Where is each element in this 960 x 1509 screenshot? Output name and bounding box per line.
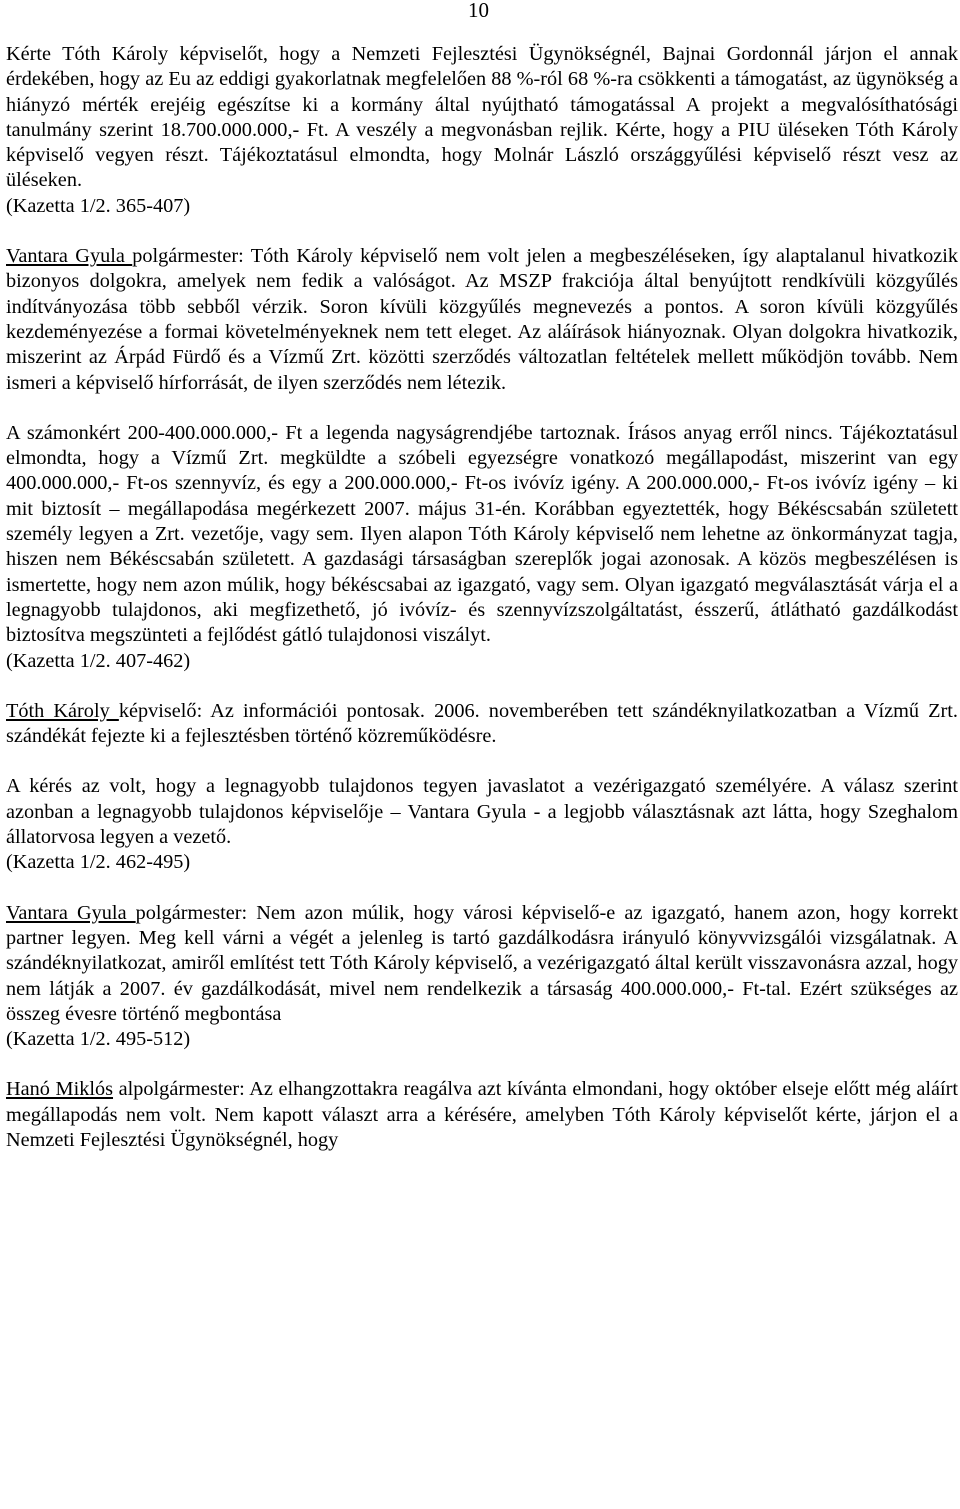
document-body <box>6 42 958 1153</box>
paragraph-text: Kérte Tóth Károly képviselőt, hogy a Nemzeti Fejlesztési Ügynökségnél, Bajnai Gordonnál járjon el annak érdekében, hogy az Eu az eddigi gyakorlatnak megfelelően 88 %-ról 68 %-ra csökkenti a támogatást, az ügynökség a hiányzó mérték erejéig egészítse ki a kormány által nyújtható támogatással A projekt a megvalósíthatósági tanulmány szerint 18.700.000.000,- Ft. A veszély a megvonásban rejlik. Kérte, hogy a PIU üléseken Tóth Károly képviselő vegyen részt. Tájékoztatásul elmondta, hogy Molnár László országgyűlési képviselő részt vesz az üléseken. <box>6 43 958 192</box>
paragraph-text: polgármester: Tóth Károly képviselő nem volt jelen a megbeszéléseken, így alaptalanul hivatkozik bizonyos dolgokra, amelyek nem fedik a valóságot. Az MSZP frakciója által benyújtott rendkívüli közgyűlés indítványozása több sebből vérzik. Soron kívüli közgyűlés megnevezés a pontos. A soron kívüli közgyűlés kezdeményezése a formai követelményeknek nem tett eleget. Az aláírások hiányoznak. Olyan dolgokra hivatkozik, miszerint az Árpád Fürdő és a Vízmű Zrt. közötti szerződés változatlan feltételek mellett működjön tovább. Nem ismeri a képviselő hírforrását, de ilyen szerződés nem létezik. <box>6 245 958 394</box>
paragraph-3 <box>6 421 958 674</box>
paragraph-text: A kérés az volt, hogy a legnagyobb tulajdonos tegyen javaslatot a vezérigazgató személyére. A válasz szerint azonban a legnagyobb tulajdonos képviselője – Vantara Gyula - a legjobb választásnak azt látta, hogy Szeghalom állatorvosa legyen a vezető. <box>6 775 958 849</box>
paragraph-6 <box>6 901 958 1053</box>
speaker-name: Vantara Gyula <box>6 245 133 268</box>
paragraph-text: A számonkért 200-400.000.000,- Ft a legenda nagyságrendjébe tartoznak. Írásos anyag erről nincs. Tájékoztatásul elmondta, hogy a Vízmű Zrt. megküldte a szóbeli egyezségre vonatkozó megállapodást, miszerint van egy 400.000.000,- Ft-os szennyvíz, és egy a 200.000.000,- Ft-os ivóvíz igény. A 200.000.000,- Ft-os ivóvíz igény – ki mit biztosít – megállapodása megérkezett 2007. május 31-én. Korábban egyeztették, hogy Békéscsabán született személy legyen a Zrt. vezetője, vagy sem. Ilyen alapon Tóth Károly képviselő nem lehetne az önkormányzat tagja, hiszen nem Békéscsabán született. A gazdasági társaságban szereplők jogai azonosak. A közös megbeszélésen is ismertette, hogy nem azon múlik, hogy békéscsabai az igazgató, vagy sem. Olyan igazgató megválasztását várja el a legnagyobb tulajdonos, aki megfizethető, jó ivóvíz- és szennyvízszolgáltatást, ésszerű, átlátható gazdálkodást biztosítva megszünteti a fejlődést gátló tulajdonosi viszályt. <box>6 421 958 647</box>
paragraph-7 <box>6 1077 958 1153</box>
cassette-reference: (Kazetta 1/2. 462-495) <box>6 851 191 874</box>
speaker-name: Hanó Miklós <box>6 1078 114 1101</box>
cassette-reference: (Kazetta 1/2. 495-512) <box>6 1028 191 1051</box>
cassette-reference: (Kazetta 1/2. 365-407) <box>6 194 191 217</box>
paragraph-5 <box>6 774 958 875</box>
speaker-name: Vantara Gyula <box>6 901 136 924</box>
page-number: 10 <box>468 0 489 22</box>
paragraph-4 <box>6 699 958 750</box>
paragraph-1 <box>6 42 958 219</box>
speaker-name: Tóth Károly <box>6 699 119 722</box>
paragraph-text: képviselő: Az információi pontosak. 2006. novemberében tett szándéknyilatkozatban a Vízmű Zrt. szándékát fejezte ki a fejlesztésben történő közreműködésre. <box>6 699 959 748</box>
paragraph-text: alpolgármester: Az elhangzottakra reagálva azt kívánta elmondani, hogy október elseje előtt még aláírt megállapodás nem volt. Nem kapott választ arra a kérésére, amelyben Tóth Károly képviselőt kérte, járjon el a Nemzeti Fejlesztési Ügynökségnél, hogy <box>6 1078 958 1151</box>
cassette-reference: (Kazetta 1/2. 407-462) <box>6 649 191 672</box>
paragraph-2 <box>6 244 958 396</box>
paragraph-text: polgármester: Nem azon múlik, hogy városi képviselő-e az igazgató, hanem azon, hogy korrekt partner legyen. Meg kell várni a végét a jelenleg is tartó gazdálkodásra irányuló könyvvizsgálói vizsgálatnak. A szándéknyilatkozat, amiről említést tett Tóth Károly képviselő, a vezérigazgató által került visszavonásra azzal, hogy nem látják a 2007. év gazdálkodását, mivel nem rendelkezik a társaság 400.000.000,- Ft-tal. Ezért szükséges az összeg évesre történő megbontása <box>6 901 958 1025</box>
